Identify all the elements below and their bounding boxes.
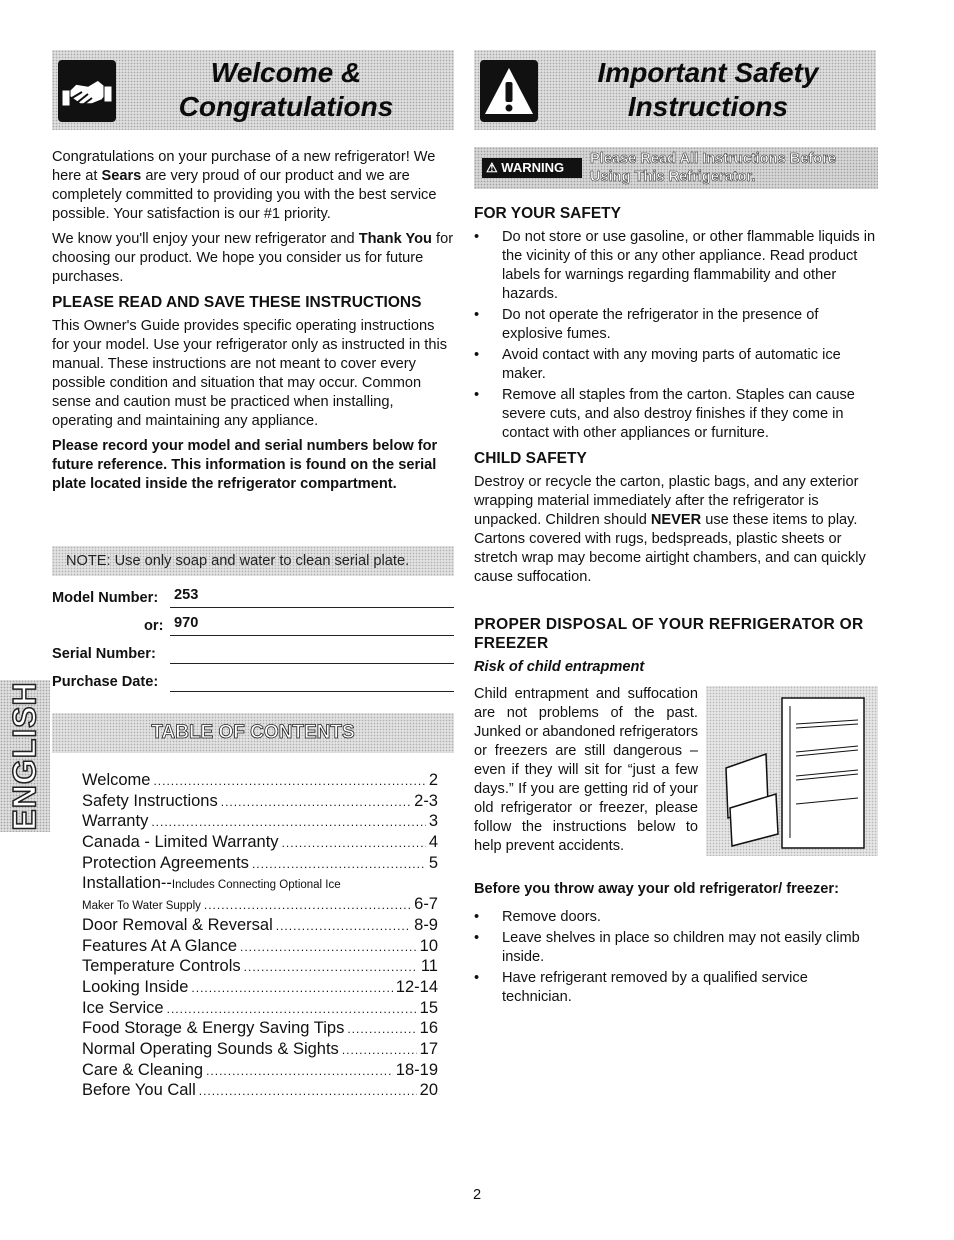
toc-entry-page: 16 [419,1019,438,1038]
list-item: • Remove doors. [474,908,878,927]
toc-entry-page: 15 [419,998,438,1017]
model-number-value: 253 [174,587,199,603]
save-instructions-heading: PLEASE READ AND SAVE THESE INSTRUCTIONS [52,294,422,311]
warning-badge: ⚠ WARNING [482,158,582,178]
welcome-p1-text: Congratulations on your purchase of a new refrigerator! We here at [52,149,436,184]
for-your-safety-heading: FOR YOUR SAFETY [474,205,621,222]
serial-plate-note: NOTE: Use only soap and water to clean serial plate. [52,546,454,576]
welcome-paragraph-2 [52,230,454,287]
list-item: • Remove all staples from the carton. Staples can cause severe cuts, and also destroy finishes if they come in contact with other appliances or furniture. [474,386,878,443]
toc-row [82,791,438,812]
welcome-p2-text-end: for choosing our product. We hope you consider us for future purchases. [52,231,454,285]
safety-title: Important Safety Instructions [597,57,819,122]
toc-entry-subtitle: Includes Connecting Optional Ice [171,879,341,892]
serial-number-field [52,646,454,666]
disposal-heading: PROPER DISPOSAL OF YOUR REFRIGERATOR OR FREEZER [474,616,864,652]
toc-row [82,811,438,832]
toc-row [82,832,438,853]
toc-entry-title: Warranty [82,812,149,831]
toc-entry-title: Temperature Controls [82,957,241,976]
record-numbers-text: Please record your model and serial numbers below for future reference. This information is found on the serial plate located inside the refrigerator compartment. [52,438,438,492]
toc-entry-title: Protection Agreements [82,853,249,872]
toc-dot-leader [252,854,426,875]
model-number-label: Model Number: [52,590,159,606]
toc-entry-title: Looking Inside [82,977,189,996]
toc-row [82,770,438,791]
list-item: • Do not operate the refrigerator in the presence of explosive fumes. [474,306,878,344]
warning-bar [474,147,878,189]
child-safety-text-start: Destroy or recycle the carton, plastic bags, and any exterior wrapping material immediately after the refrigerator is unpacked. Children should [474,474,859,528]
save-instructions-text: This Owner's Guide provides specific operating instructions for your model. Use your refrigerator only as instructed in this manual. These instructions are not meant to cover every possible condition and situation that may occur. Common sense and caution must be practiced when installing, operating and maintaining any appliance. [52,318,448,429]
toc-entry-title: Ice Service [82,998,164,1017]
toc-entry-page: 12-14 [395,977,438,996]
toc-row [82,1039,438,1060]
toc-entry-title: Welcome [82,771,151,789]
toc-entry-page: 5 [428,853,438,872]
toc-entry-title: Safety Instructions [82,791,218,810]
toc-entry-page: 11 [420,957,438,976]
welcome-p1-text-end: are very proud of our product and we are completely committed to providing you with the best service possible. Your satisfaction is our #1 priority. [52,168,437,222]
toc-entry-page: 18-19 [395,1060,438,1079]
serial-number-label: Serial Number: [52,646,156,662]
toc-dot-leader [167,999,417,1020]
toc-row [82,873,438,894]
alt-model-line [170,635,454,636]
never-text: NEVER [650,512,702,528]
alt-model-number-field [52,615,454,638]
alt-model-value: 970 [174,615,199,631]
welcome-paragraph-1 [52,148,454,224]
toc-dot-leader [240,937,417,958]
list-item: • Avoid contact with any moving parts of automatic ice maker. [474,346,878,384]
toc-dot-leader [276,916,411,937]
toc-entry-page: 8-9 [414,915,438,934]
risk-subheading: Risk of child entrapment [474,659,645,675]
list-item: • Do not store or use gasoline, or other flammable liquids in the vicinity of this or any other appliance. Read product labels for warnings regarding flammability and other hazards. [474,228,878,304]
toc-dot-leader [191,978,392,999]
toc-entry-page: 17 [419,1039,438,1058]
before-disposal-list [474,908,878,1007]
toc-entry-title: Installation-- [82,874,172,893]
welcome-title: Welcome & Congratulations [178,57,394,122]
toc-entry-page: 4 [428,833,438,852]
toc-row [82,956,438,977]
child-safety-text-end: use these items to play. Cartons covered with rugs, bedspreads, plastic sheets or stretch wrap may become airtight chambers, and can quickly cause suffocation. [474,512,866,585]
welcome-banner [52,50,454,130]
welcome-section [52,148,454,494]
toc-dot-leader [204,895,411,916]
toc-dot-leader [244,957,418,978]
before-disposal-heading: Before you throw away your old refrigerator/ freezer: [474,881,839,897]
toc-dot-leader [153,771,425,792]
toc-row [82,936,438,957]
toc-row [82,977,438,998]
toc-entry-title: Care & Cleaning [82,1060,204,1079]
toc-dot-leader [347,1019,416,1040]
toc-dot-leader [221,792,411,813]
purchase-date-line [170,691,454,692]
serial-number-line [170,663,454,664]
purchase-date-label: Purchase Date: [52,674,159,690]
language-tab-label: ENGLISH [6,681,43,831]
open-refrigerator-icon [706,686,878,856]
toc-row [82,853,438,874]
table-of-contents [82,770,438,1101]
toc-row [82,894,438,915]
welcome-p2-text: We know you'll enjoy your new refrigerator and [52,231,359,247]
toc-entry-page: 2 [428,771,438,789]
purchase-date-field [52,674,454,694]
toc-heading: TABLE OF CONTENTS [52,713,454,753]
alt-model-label: or: [144,618,164,634]
toc-entry-page: 10 [419,936,438,955]
thank-you-text: Thank You [358,231,432,247]
toc-entry-subtitle: Maker To Water Supply [82,900,201,913]
warning-text: Please Read All Instructions Before Using This Refrigerator. [590,151,837,185]
toc-row [82,1060,438,1081]
child-safety-text [474,473,878,587]
toc-row [82,1018,438,1039]
handshake-icon [58,60,116,122]
toc-dot-leader [206,1061,393,1082]
entrapment-text: Child entrapment and suffocation are not problems of the past. Junked or abandoned refrigerators or freezers are still dangerous – even if they will sit for “just a few days.” If you are getting rid of your old refrigerator or freezer, please follow the instructions below to help prevent accidents. [474,686,698,854]
list-item: • Have refrigerant removed by a qualified service technician. [474,969,878,1007]
before-disposal-section [474,880,878,1009]
toc-entry-page: 2-3 [414,791,438,810]
toc-dot-leader [199,1081,417,1102]
page-number: 2 [472,1187,482,1203]
toc-entry-page: 6-7 [414,895,438,914]
safety-section [474,200,878,593]
brand-name: Sears [101,168,142,184]
toc-dot-leader [342,1040,417,1061]
language-tab [0,680,50,832]
toc-entry-page: 20 [419,1081,438,1100]
toc-entry-title: Before You Call [82,1081,196,1100]
warning-badge-label: WARNING [501,160,565,175]
child-safety-heading: CHILD SAFETY [474,450,587,467]
warning-triangle-icon [480,60,538,122]
list-item: • Leave shelves in place so children may not easily climb inside. [474,929,878,967]
toc-row [82,998,438,1019]
toc-dot-leader [282,833,426,854]
toc-entry-page: 3 [428,812,438,831]
toc-dot-leader [151,812,425,833]
toc-row [82,1080,438,1101]
toc-entry-title: Normal Operating Sounds & Sights [82,1039,339,1058]
toc-entry-title: Door Removal & Reversal [82,915,273,934]
model-number-line [170,607,454,608]
toc-entry-title: Canada - Limited Warranty [82,833,279,852]
for-your-safety-list [474,228,878,443]
model-number-field [52,587,454,610]
safety-banner [474,50,876,130]
toc-row [82,915,438,936]
toc-entry-title: Features At A Glance [82,936,238,955]
toc-entry-title: Food Storage & Energy Saving Tips [82,1019,345,1038]
